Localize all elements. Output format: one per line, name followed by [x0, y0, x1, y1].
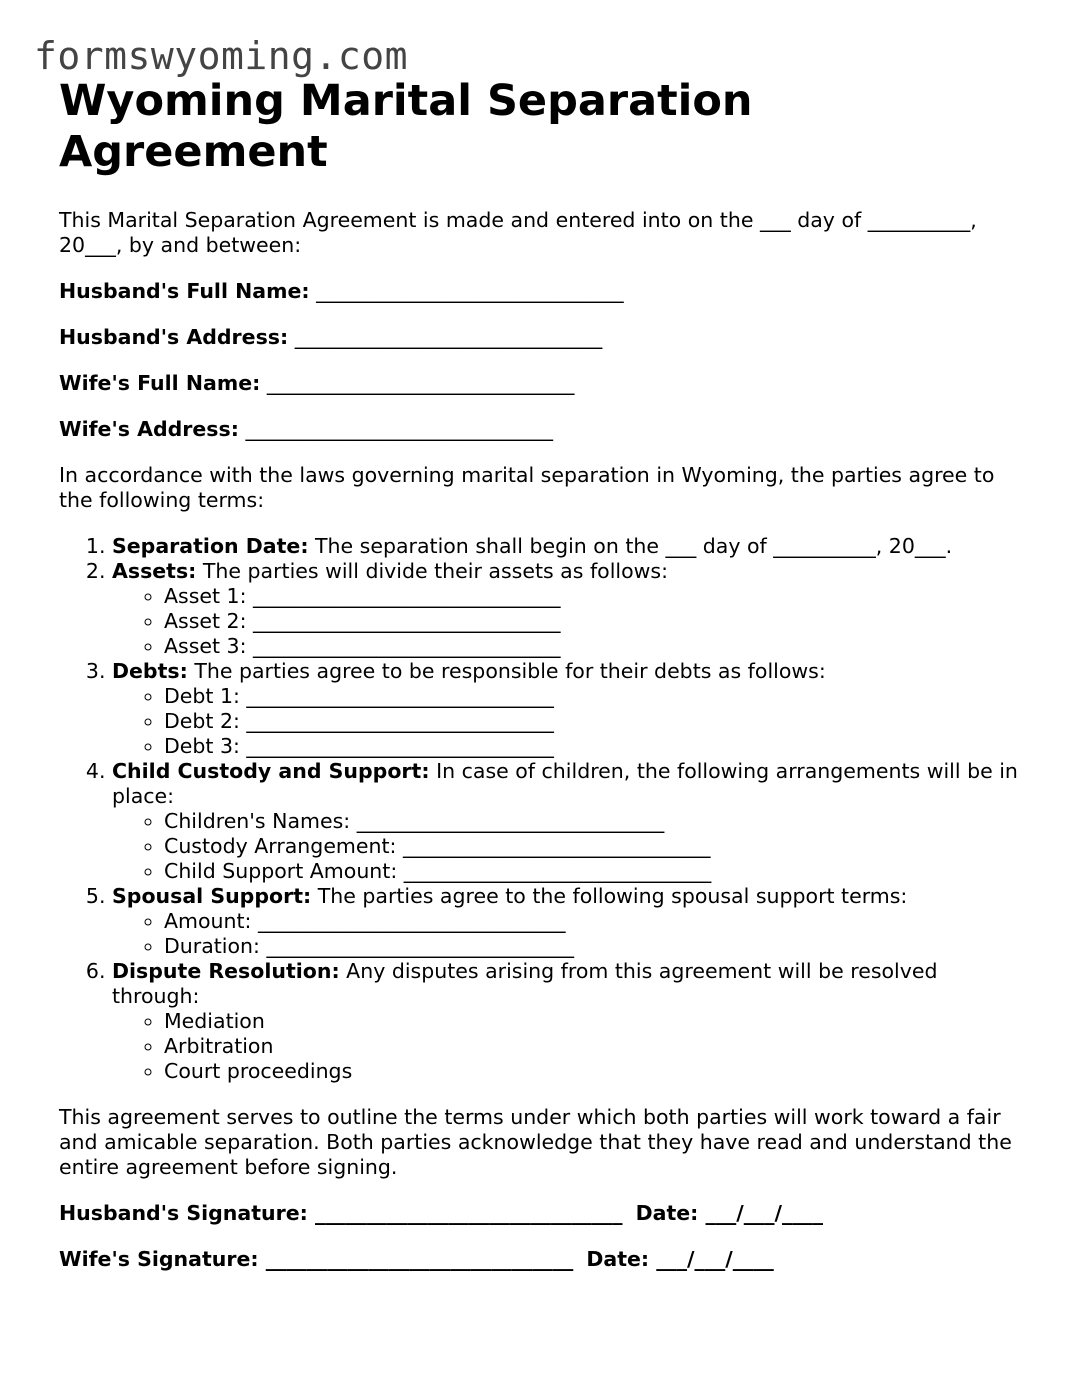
term-text: In case of children, the following arrangements will be in place: [112, 759, 1018, 808]
term-spousal-support [112, 884, 1019, 959]
field-label: Wife's Address: [59, 417, 239, 441]
asset-item: ◦ Asset 2: ______________________________ [164, 609, 1019, 634]
dispute-item: ◦ Arbitration [164, 1034, 1019, 1059]
fill-blank[interactable]: ______________________________ [294, 325, 603, 349]
document [59, 76, 1019, 1272]
date-label: Date: [635, 1201, 699, 1225]
term-text: The parties agree to be responsible for their debts as follows: [187, 659, 826, 683]
term-debts [112, 659, 1019, 759]
debts-sublist [112, 684, 1019, 759]
asset-item: ◦ Asset 1: ______________________________ [164, 584, 1019, 609]
signature-blank[interactable]: ______________________________ [265, 1247, 574, 1271]
term-label: Debts: [112, 659, 188, 683]
husband-signature-line [59, 1201, 1019, 1226]
watermark: formswyoming.com [34, 34, 409, 78]
field-husband-address [59, 325, 1019, 350]
spousal-item: ◦ Duration: ______________________________ [164, 934, 1019, 959]
debt-item: ◦ Debt 2: ______________________________ [164, 709, 1019, 734]
date-label: Date: [586, 1247, 650, 1271]
field-label: Husband's Address: [59, 325, 289, 349]
field-label: Wife's Full Name: [59, 371, 261, 395]
custody-item: ◦ Child Support Amount: ______________________________ [164, 859, 1019, 884]
signature-label: Wife's Signature: [59, 1247, 259, 1271]
debt-item: ◦ Debt 3: ______________________________ [164, 734, 1019, 759]
field-wife-name [59, 371, 1019, 396]
fill-blank[interactable]: ______________________________ [316, 279, 624, 303]
term-text: The parties will divide their assets as follows: [196, 559, 668, 583]
closing-paragraph: This agreement serves to outline the terms under which both parties will work toward a fair and amicable separation. Both parties acknowledge that they have read and understand the entire agreement before signing. [59, 1105, 1012, 1179]
term-text: The parties agree to the following spousal support terms: [311, 884, 908, 908]
fill-blank[interactable]: ______________________________ [266, 371, 575, 395]
debt-item: ◦ Debt 1: ______________________________ [164, 684, 1019, 709]
document-title: Wyoming Marital Separation Agreement [59, 76, 753, 177]
spousal-item: ◦ Amount: ______________________________ [164, 909, 1019, 934]
term-label: Separation Date: [112, 534, 309, 558]
term-text: Any disputes arising from this agreement will be resolved through: [112, 959, 938, 1008]
term-assets [112, 559, 1019, 659]
dispute-item: ◦ Mediation [164, 1009, 1019, 1034]
term-label: Assets: [112, 559, 197, 583]
terms-list [59, 534, 1019, 1084]
terms-intro: In accordance with the laws governing marital separation in Wyoming, the parties agree to the following terms: [59, 463, 995, 512]
spousal-sublist [112, 909, 1019, 959]
custody-item: ◦ Custody Arrangement: ______________________________ [164, 834, 1019, 859]
intro-paragraph: This Marital Separation Agreement is made and entered into on the ___ day of __________, 20___, by and between: [59, 208, 977, 257]
assets-sublist [112, 584, 1019, 659]
custody-item: ◦ Children's Names: ______________________________ [164, 809, 1019, 834]
date-blank[interactable]: ___/___/____ [656, 1247, 774, 1271]
dispute-item: ◦ Court proceedings [164, 1059, 1019, 1084]
field-label: Husband's Full Name: [59, 279, 310, 303]
custody-sublist [112, 809, 1019, 884]
term-text: The separation shall begin on the ___ day of __________, 20___. [308, 534, 953, 558]
term-label: Spousal Support: [112, 884, 312, 908]
term-label: Dispute Resolution: [112, 959, 340, 983]
dispute-sublist [112, 1009, 1019, 1084]
fill-blank[interactable]: ______________________________ [245, 417, 553, 441]
term-label: Child Custody and Support: [112, 759, 430, 783]
signature-label: Husband's Signature: [59, 1201, 308, 1225]
term-child-custody [112, 759, 1019, 884]
field-wife-address [59, 417, 1019, 442]
date-blank[interactable]: ___/___/____ [705, 1201, 824, 1225]
field-husband-name [59, 279, 1019, 304]
signature-blank[interactable]: ______________________________ [314, 1201, 623, 1225]
term-dispute-resolution [112, 959, 1019, 1084]
wife-signature-line [59, 1247, 1019, 1272]
asset-item: ◦ Asset 3: ______________________________ [164, 634, 1019, 659]
term-separation-date [112, 534, 1019, 559]
